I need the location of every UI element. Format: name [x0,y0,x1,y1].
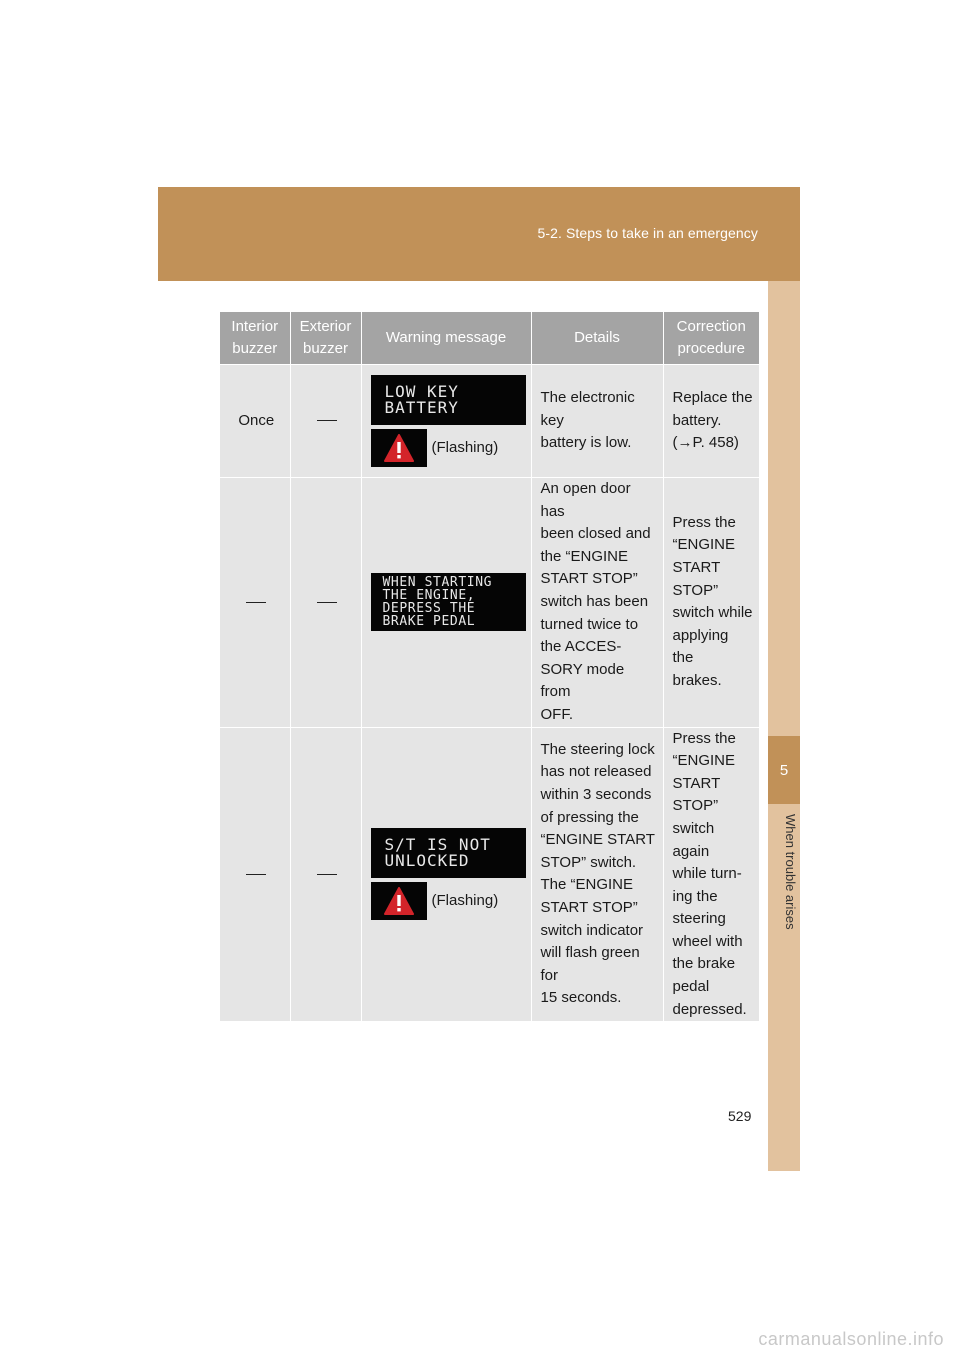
side-tab [768,281,800,1171]
chapter-number: 5 [768,736,800,804]
dash-mark [317,420,337,421]
details-cell-line: the “ENGINE [540,547,629,565]
correction-cell-line: steering [672,910,726,928]
details-cell-line: STOP” switch. [540,853,637,871]
correction-cell [663,478,759,728]
lcd-line: LOW KEY [384,382,459,401]
details-cell-line: the ACCES- [540,638,622,656]
correction-cell-line: START [672,559,721,577]
header-band [158,187,800,281]
details-cell-line: switch has been [540,592,649,610]
correction-cell-line: STOP” [672,581,719,599]
details-cell-line: The electronic key [540,389,635,429]
lcd-display [371,375,526,425]
dash-mark [317,602,337,603]
correction-cell-line: switch while [672,604,753,622]
header-correction: Correction procedure [663,312,759,365]
correction-cell-line: “ENGINE [672,752,736,770]
warning-triangle-icon [371,429,427,467]
header-details: Details [531,312,663,365]
watermark: carmanualsonline.info [758,1329,944,1349]
details-cell-line: An open door has [540,480,631,520]
lcd-display [371,828,526,878]
correction-cell-line: wheel with [672,932,743,950]
details-cell-line: been closed and [540,525,651,543]
correction-cell-line: Press the [672,513,736,531]
warning-message-cell [361,365,531,478]
correction-cell-line: START [672,774,721,792]
section-title: 5-2. Steps to take in an emergency [537,225,758,241]
warning-table [220,312,759,1021]
correction-cell-line: “ENGINE [672,536,736,554]
exterior-buzzer-cell [290,727,361,1021]
header-interior-buzzer: Interior buzzer [220,312,290,365]
table-row [220,727,759,1021]
warning-message-cell [361,727,531,1021]
header-warning-message: Warning message [361,312,531,365]
correction-cell [663,727,759,1021]
details-cell-line: within 3 seconds [540,786,652,804]
correction-cell-line: ing the [672,887,718,905]
lcd-line: WHEN STARTING [382,575,493,591]
exterior-buzzer-cell [290,478,361,728]
correction-cell-line: Press the [672,729,736,747]
lcd-line: S/T IS NOT [384,835,491,855]
correction-cell-line: while turn- [672,865,742,883]
flash-indicator [371,429,525,467]
details-cell-line: The steering lock [540,740,655,758]
details-cell-line: has not released [540,763,652,781]
dash-mark [246,874,266,875]
lcd-line: BATTERY [384,398,459,417]
chapter-title: When trouble arises [783,814,798,930]
details-cell [531,365,663,478]
warning-message-cell [361,478,531,728]
details-cell-line: The “ENGINE [540,876,634,894]
correction-cell-line: battery. [672,411,722,429]
correction-cell-line: switch again [672,819,715,860]
details-cell-line: OFF. [540,705,573,723]
details-cell-line: switch indicator [540,921,644,939]
correction-cell [663,365,759,478]
details-cell-line: turned twice to [540,615,639,633]
exterior-buzzer-cell [290,365,361,478]
correction-cell-line: (→P. 458) [672,434,739,452]
flash-indicator [371,882,525,920]
table-row [220,478,759,728]
details-cell-line: will flash green for [540,944,640,984]
interior-buzzer-cell [220,727,290,1021]
correction-cell-line: depressed. [672,1000,747,1018]
correction-cell-line: brakes. [672,672,722,690]
details-cell-line: START STOP” [540,898,638,916]
details-cell-line: 15 seconds. [540,989,622,1007]
correction-cell-line: applying the [672,626,729,667]
correction-cell-line: the brake [672,955,736,973]
dash-mark [246,602,266,603]
dash-mark [317,874,337,875]
lcd-display [371,573,526,631]
table-header-row [220,312,759,365]
lcd-line: DEPRESS THE [382,601,476,617]
details-cell [531,478,663,728]
details-cell-line: of pressing the [540,808,639,826]
lcd-line: THE ENGINE, [382,588,476,604]
page-number: 529 [728,1108,752,1124]
interior-buzzer-cell [220,365,290,478]
details-cell [531,727,663,1021]
interior-buzzer-cell [220,478,290,728]
correction-cell-line: STOP” [672,797,719,815]
correction-cell-line: Replace the [672,389,753,407]
header-exterior-buzzer: Exterior buzzer [290,312,361,365]
details-cell-line: “ENGINE START [540,831,655,849]
lcd-line: BRAKE PEDAL [382,614,476,630]
flash-label: (Flashing) [431,438,499,456]
warning-triangle-icon [371,882,427,920]
table-row [220,365,759,478]
details-cell-line: battery is low. [540,434,632,452]
details-cell-line: SORY mode from [540,660,625,701]
correction-cell-line: pedal [672,978,710,996]
flash-label: (Flashing) [431,892,499,910]
interior-buzzer-cell-text: Once [238,411,275,429]
lcd-line: UNLOCKED [384,851,470,871]
details-cell-line: START STOP” [540,570,638,588]
